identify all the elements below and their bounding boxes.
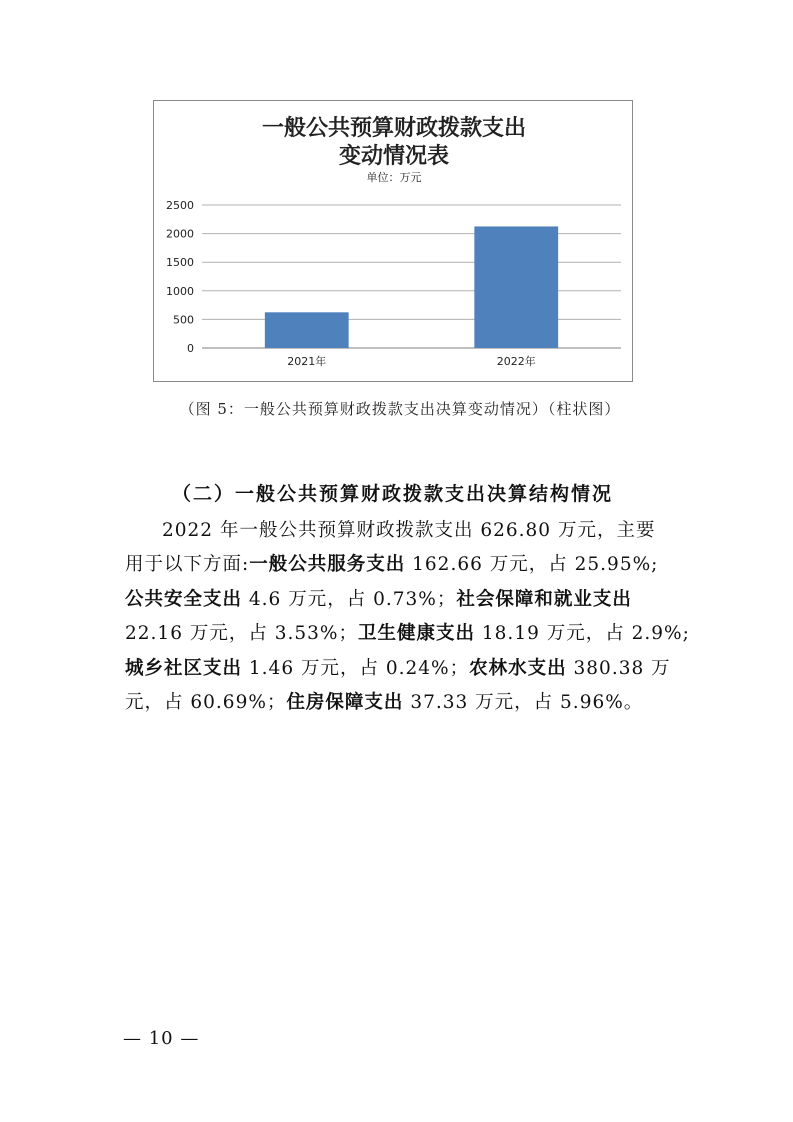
- body-paragraph: [125, 514, 690, 720]
- figure-caption: （图 5：一般公共预算财政拨款支出决算变动情况）（柱状图）: [179, 400, 621, 418]
- bar-chart: [153, 100, 633, 382]
- bar: [474, 226, 558, 348]
- para-line-5: [125, 652, 680, 686]
- bar-chart-svg: [154, 101, 634, 383]
- para-text: 用于以下方面:: [125, 554, 250, 576]
- x-tick-label: 2021年: [287, 355, 327, 368]
- para-bold-term: 社会保障和就业支出: [456, 588, 632, 610]
- y-tick-label: 2000: [166, 227, 194, 241]
- para-line-3: [125, 583, 680, 617]
- y-tick-label: 2500: [166, 199, 194, 212]
- para-line-2: [125, 548, 680, 582]
- para-bold-term: 卫生健康支出: [358, 623, 476, 645]
- para-text: 元，占 60.69%；: [125, 692, 287, 714]
- para-text: 4.6 万元，占 0.73%；: [242, 588, 457, 610]
- y-tick-label: 500: [173, 313, 194, 327]
- para-text: 22.16 万元，占 3.53%；: [125, 623, 358, 645]
- para-bold-term: 公共安全支出: [125, 588, 243, 610]
- para-text: 1.46 万元，占 0.24%；: [242, 657, 470, 679]
- para-text: 162.66 万元，占 25.95%;: [405, 554, 659, 576]
- para-bold-term: 住房保障支出: [286, 692, 404, 714]
- chart-unit-label: 单位：万元: [366, 171, 422, 184]
- y-tick-label: 0: [187, 342, 194, 355]
- para-bold-term: 一般公共服务支出: [249, 554, 406, 576]
- chart-bars: [265, 226, 558, 348]
- para-text: 380.38 万: [566, 657, 671, 679]
- bar: [265, 312, 349, 348]
- para-bold-term: 城乡社区支出: [125, 657, 243, 679]
- para-bold-term: 农林水支出: [469, 657, 567, 679]
- x-tick-label: 2022年: [496, 355, 536, 368]
- para-line-1: 2022 年一般公共预算财政拨款支出 626.80 万元，主要: [162, 520, 656, 541]
- chart-title-line1: 一般公共预算财政拨款支出: [261, 116, 527, 141]
- para-text: 18.19 万元，占 2.9%;: [475, 623, 690, 645]
- para-line-6: [125, 686, 680, 720]
- para-text: 37.33 万元，占 5.96%。: [403, 692, 644, 714]
- y-tick-label: 1500: [166, 256, 194, 270]
- chart-title-line2: 变动情况表: [338, 144, 450, 169]
- page-number: — 10 —: [123, 1028, 200, 1049]
- section-heading: （二）一般公共预算财政拨款支出决算结构情况: [172, 483, 614, 505]
- y-tick-label: 1000: [166, 284, 194, 298]
- para-line-4: [125, 617, 690, 651]
